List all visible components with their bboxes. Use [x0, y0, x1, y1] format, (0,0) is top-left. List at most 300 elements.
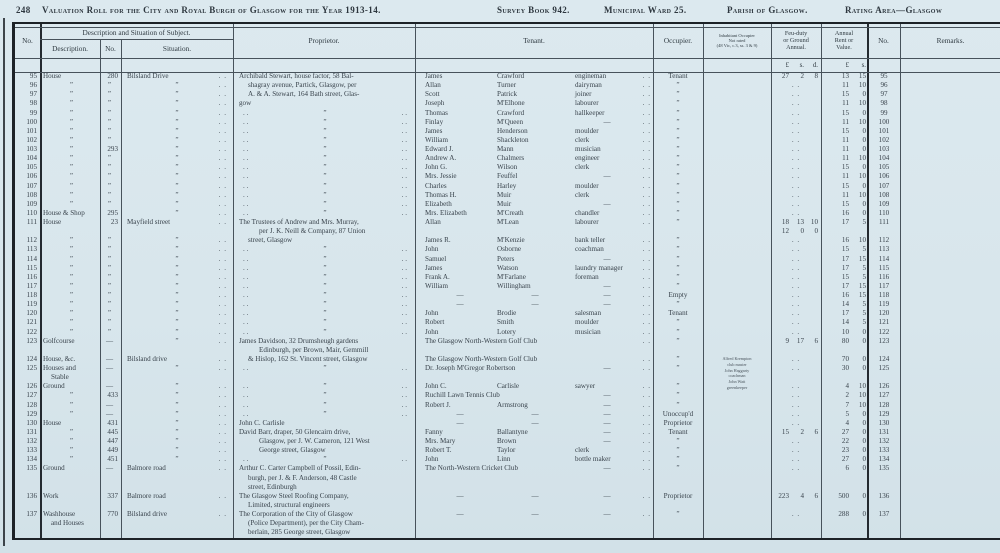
feu-dots: . .	[791, 163, 801, 172]
street-number-cell: ”	[107, 245, 112, 254]
tenant-occupation-cell: clerk	[575, 190, 590, 199]
leader-dots: . .	[401, 208, 407, 217]
feu-shillings: 13	[796, 218, 804, 226]
tenant-occupation-cell: chandler	[575, 208, 600, 217]
tenant-forename-cell: Edward J.	[425, 145, 454, 153]
entry-number-right: 95	[880, 72, 888, 80]
situation-cell: ”	[175, 99, 179, 108]
entry-number: 118	[26, 291, 37, 299]
street-number-cell: ”	[107, 163, 112, 172]
rent-pounds: 30	[841, 364, 849, 372]
entry-number-right: 136	[878, 491, 890, 500]
entry-number: 96	[29, 81, 37, 90]
rent-shillings: 5	[862, 263, 866, 272]
proprietor-cell: per J. K. Neill & Company, 87 Union	[259, 227, 366, 236]
tenant-surname-cell: Armstrong	[497, 400, 528, 409]
entry-number: 123	[26, 336, 37, 345]
leader-dots: . .	[642, 172, 651, 181]
tenant-occupation-cell: —	[603, 281, 611, 290]
rent-pounds: 70	[841, 354, 849, 363]
tenant-occupation-cell: —	[603, 199, 611, 208]
description-cell: ”	[69, 400, 74, 409]
description-cell: ”	[69, 163, 74, 172]
tenant-occupation-cell: clerk	[575, 446, 590, 455]
leader-dots: . .	[218, 236, 227, 245]
table-row	[15, 172, 1000, 181]
entry-number-right: 102	[878, 135, 890, 144]
tenant-surname-cell: Watson	[497, 263, 519, 272]
rent-shillings: 10	[858, 117, 866, 126]
rent-pounds: 15	[841, 126, 849, 135]
proprietor-ditto-cell	[239, 200, 411, 209]
rent-shillings: 0	[862, 409, 866, 418]
page-gutter-shadow	[3, 18, 5, 546]
inhabitant-line-2: Not rated	[728, 38, 746, 44]
entry-number: 130	[26, 418, 37, 427]
page-number: 248	[16, 5, 31, 15]
leader-dots: . .	[401, 400, 407, 409]
entry-number-right: 105	[878, 163, 890, 172]
tenant-occupation-cell: hallkeeper	[575, 108, 605, 117]
tenant-forename-cell: William	[425, 281, 448, 290]
entry-number-right: 111	[878, 218, 890, 226]
municipal-ward-label: Municipal Ward 25.	[604, 5, 687, 15]
proprietor-ditto-cell	[239, 163, 411, 172]
ditto-mark: ”	[323, 245, 327, 254]
entry-number: 106	[26, 172, 37, 181]
leader-dots: . .	[218, 218, 227, 226]
entry-number-right: 110	[878, 208, 890, 217]
entry-number-right: 126	[878, 382, 890, 391]
feu-dots: . .	[791, 409, 801, 418]
rent-pounds: 17	[841, 281, 849, 290]
description-cell: House	[43, 418, 62, 427]
table-row	[15, 291, 1000, 300]
leader-dots: . .	[642, 254, 651, 263]
tenant-occupation-cell: —	[603, 364, 611, 372]
description-cell: ”	[69, 245, 74, 254]
table-row	[15, 361, 1000, 373]
ditto-mark: ”	[323, 263, 327, 272]
tenant-surname-cell: Smith	[497, 318, 514, 327]
leader-dots: . .	[642, 318, 651, 327]
entry-number-right: 96	[880, 81, 888, 90]
description-cell: ”	[69, 145, 74, 153]
rent-pounds: 22	[841, 437, 849, 445]
page-title: Valuation Roll for the City and Royal Burgh of Glasgow for the Year 1913-14.	[42, 5, 381, 15]
situation-cell: ”	[175, 81, 179, 90]
feu-dots: . .	[791, 437, 801, 445]
table-row	[15, 200, 1000, 209]
table-row	[15, 209, 1000, 218]
table-row	[15, 191, 1000, 200]
description-cell: ”	[69, 291, 74, 299]
leader-dots: . .	[401, 272, 407, 281]
entry-number-right: 132	[878, 437, 890, 445]
proprietor-cell: gow	[239, 99, 252, 108]
tenant-surname-cell: M'Elhone	[497, 99, 525, 108]
feu-dots: . .	[791, 510, 801, 518]
leader-dots: . .	[642, 163, 651, 172]
rent-pounds: 14	[841, 300, 849, 309]
proprietor-ditto-cell	[239, 364, 411, 373]
leader-dots: . .	[243, 327, 249, 336]
entry-number: 131	[26, 427, 37, 436]
col-header-inhabitant-occupier	[703, 33, 771, 49]
col-header-feu-duty	[771, 31, 821, 51]
tenant-occupation-cell: clerk	[575, 135, 590, 144]
feu-dots: . .	[791, 263, 801, 272]
situation-cell: ”	[175, 263, 179, 272]
feu-dots: . .	[791, 291, 801, 299]
rent-pounds: 16	[841, 236, 849, 245]
street-number-cell: ”	[107, 90, 112, 99]
entry-number-right: 124	[878, 354, 890, 363]
entry-number: 132	[26, 437, 37, 445]
description-cell: ”	[69, 427, 74, 436]
leader-dots: . .	[642, 135, 651, 144]
situation-cell: ”	[175, 181, 179, 190]
table-row	[15, 328, 1000, 337]
rent-shillings: 10	[858, 382, 866, 391]
street-number-cell: ”	[107, 318, 112, 327]
leader-dots: . .	[401, 163, 407, 172]
street-number-cell: ”	[107, 99, 112, 108]
table-row	[15, 236, 1000, 245]
leader-dots: . .	[243, 245, 249, 254]
feu-pounds: 12	[781, 227, 789, 236]
leader-dots: . .	[218, 327, 227, 336]
rent-shillings: 10	[858, 236, 866, 245]
ditto-mark: ”	[323, 455, 327, 464]
rent-line-3: Value.	[836, 43, 852, 51]
rent-pounds: 288	[838, 510, 849, 518]
table-row	[15, 318, 1000, 327]
table-row	[15, 72, 1000, 81]
leader-dots: . .	[218, 208, 227, 217]
street-number-cell: ”	[107, 108, 112, 117]
leader-dots: . .	[218, 99, 227, 108]
feu-dots: . .	[791, 464, 801, 473]
occupier-cell: ”	[676, 81, 680, 90]
entry-number: 137	[26, 510, 37, 518]
table-row	[15, 437, 1000, 446]
col-header-proprietor: Proprietor.	[308, 36, 340, 45]
occupier-cell: ”	[676, 236, 680, 245]
tenant-occupation-cell: —	[603, 117, 611, 126]
tenant-surname-cell: —	[531, 291, 539, 299]
rent-shillings: 0	[862, 364, 866, 372]
tenant-forename-cell: —	[456, 491, 464, 500]
ditto-mark: ”	[323, 126, 327, 135]
proprietor-cell: street, Glasgow	[248, 236, 293, 245]
feu-dots: . .	[791, 126, 801, 135]
tenant-surname-cell: M'Kenzie	[497, 236, 525, 245]
rent-shillings: 10	[858, 81, 866, 90]
situation-cell: ”	[175, 382, 179, 391]
rent-pounds: 7	[845, 400, 849, 409]
table-row	[15, 492, 1000, 501]
situation-cell: ”	[175, 400, 179, 409]
leader-dots: . .	[642, 491, 651, 500]
feu-dots: . .	[791, 236, 801, 245]
rent-pounds: 23	[841, 446, 849, 455]
proprietor-ditto-cell	[239, 145, 411, 154]
leader-dots: . .	[218, 135, 227, 144]
table-row	[15, 391, 1000, 400]
leader-dots: . .	[642, 72, 651, 80]
street-number-cell: ”	[107, 126, 112, 135]
situation-cell: ”	[175, 437, 179, 445]
feu-dots: . .	[791, 418, 801, 427]
entry-number-right: 133	[878, 446, 890, 455]
parish-label: Parish of Glasgow.	[727, 5, 808, 15]
street-number-cell: ”	[107, 81, 112, 90]
description-cell: ”	[69, 117, 74, 126]
inhabitant-line: John Watt	[728, 379, 746, 385]
feu-dots: . .	[791, 154, 801, 163]
proprietor-cell: Limited, structural engineers	[248, 500, 330, 509]
description-cell: Ground	[43, 382, 65, 391]
tenant-forename-cell: James	[425, 72, 443, 80]
occupier-cell: ”	[676, 382, 680, 391]
tenant-surname-cell: —	[531, 418, 539, 427]
street-number-cell: 433	[107, 391, 118, 400]
table-row	[15, 419, 1000, 428]
proprietor-ditto-cell	[239, 109, 411, 118]
proprietor-ditto-cell	[239, 300, 411, 309]
proprietor-ditto-cell	[239, 245, 411, 254]
occupier-cell: ”	[676, 354, 680, 363]
ditto-mark: ”	[323, 172, 327, 181]
entry-number: 120	[26, 309, 37, 318]
proprietor-ditto-cell	[239, 118, 411, 127]
ditto-mark: ”	[323, 391, 327, 400]
feu-line-3: Annual.	[786, 43, 806, 51]
tenant-surname-cell: M'Queen	[497, 117, 524, 126]
entry-number-right: 103	[878, 145, 890, 153]
tenant-forename-cell: Scott	[425, 90, 440, 99]
rent-shillings: 0	[862, 464, 866, 473]
table-row	[15, 145, 1000, 154]
proprietor-cell: berlain, 285 George street, Glasgow	[248, 528, 351, 537]
table-row	[15, 300, 1000, 309]
entry-number-right: 99	[880, 108, 888, 117]
leader-dots: . .	[218, 163, 227, 172]
ditto-mark: ”	[323, 190, 327, 199]
leader-dots: . .	[401, 254, 407, 263]
ditto-mark: ”	[323, 135, 327, 144]
occupier-cell: ”	[676, 135, 680, 144]
leader-dots: . .	[401, 281, 407, 290]
feu-dots: . .	[791, 446, 801, 455]
rent-pounds: 16	[841, 208, 849, 217]
rent-pounds: 17	[841, 263, 849, 272]
situation-cell: ”	[175, 172, 179, 181]
leader-dots: . .	[642, 309, 651, 318]
feu-dots: . .	[791, 391, 801, 400]
entry-number-right: 97	[880, 90, 888, 99]
ditto-mark: ”	[323, 145, 327, 153]
situation-cell: ”	[175, 318, 179, 327]
feu-pounds: 223	[778, 491, 789, 500]
rent-shillings: 5	[862, 318, 866, 327]
occupier-cell: ”	[676, 245, 680, 254]
tenant-forename-cell: —	[456, 418, 464, 427]
tenant-surname-cell: Harley	[497, 181, 517, 190]
tenant-occupation-cell: labourer	[575, 99, 599, 108]
situation-cell: ”	[175, 309, 179, 318]
tenant-occupation-cell: —	[603, 300, 611, 309]
table-row	[15, 519, 1000, 528]
tenant-occupation-cell: —	[603, 464, 611, 473]
table-row	[15, 245, 1000, 254]
ditto-mark: ”	[323, 382, 327, 391]
leader-dots: . .	[401, 263, 407, 272]
entry-number: 125	[26, 364, 37, 372]
leader-dots: . .	[243, 126, 249, 135]
leader-dots: . .	[401, 318, 407, 327]
leader-dots: . .	[218, 437, 227, 445]
occupier-cell: ”	[676, 391, 680, 400]
tenant-occupation-cell: —	[603, 491, 611, 500]
rent-shillings: 15	[858, 281, 866, 290]
table-row	[15, 109, 1000, 118]
table-row	[15, 182, 1000, 191]
tenant-forename-cell: John	[425, 455, 439, 464]
entry-number-right: 129	[878, 409, 890, 418]
rent-shilling-unit: s.	[861, 62, 866, 69]
tenant-surname-cell: Henderson	[497, 126, 528, 135]
rent-line-2: Rent or	[834, 36, 854, 44]
ditto-mark: ”	[323, 108, 327, 117]
rent-shillings: 0	[862, 199, 866, 208]
entry-number-right: 108	[878, 190, 890, 199]
leader-dots: . .	[218, 254, 227, 263]
street-number-cell: ”	[107, 309, 112, 318]
leader-dots: . .	[243, 163, 249, 172]
leader-dots: . .	[401, 117, 407, 126]
tenant-surname-cell: Muir	[497, 190, 512, 199]
survey-book-label: Survey Book 942.	[497, 5, 570, 15]
situation-cell: ”	[175, 145, 179, 153]
tenant-surname-cell: Linn	[497, 455, 511, 464]
col-header-situation: Situation.	[162, 44, 192, 53]
feu-shillings: 17	[796, 336, 804, 345]
street-number-cell: ”	[107, 154, 112, 163]
proprietor-ditto-cell	[239, 255, 411, 264]
occupier-cell: ”	[676, 300, 680, 309]
ditto-mark: ”	[323, 208, 327, 217]
table-row	[15, 227, 1000, 236]
situation-cell: ”	[175, 108, 179, 117]
table-row	[15, 373, 1000, 382]
proprietor-cell: & Hislop, 162 St. Vincent street, Glasgow	[248, 354, 368, 363]
tenant-occupation-cell: —	[603, 400, 611, 409]
description-cell: ”	[69, 281, 74, 290]
table-row	[15, 282, 1000, 291]
table-row	[15, 528, 1000, 537]
rent-pounds: 15	[841, 245, 849, 254]
leader-dots: . .	[401, 172, 407, 181]
rent-pounds: 15	[841, 272, 849, 281]
street-number-cell: ”	[107, 263, 112, 272]
description-cell: ”	[69, 263, 74, 272]
situation-cell: ”	[175, 254, 179, 263]
tenant-surname-cell: M'Creath	[497, 208, 524, 217]
feu-dots: . .	[791, 181, 801, 190]
leader-dots: . .	[243, 154, 249, 163]
inhabitant-line: coachman	[728, 373, 746, 379]
leader-dots: . .	[642, 382, 651, 391]
street-number-cell: 280	[107, 72, 118, 80]
leader-dots: . .	[642, 126, 651, 135]
leader-dots: . .	[243, 364, 249, 372]
rent-pounds: 15	[841, 90, 849, 99]
entry-number-right: 131	[878, 427, 890, 436]
situation-cell: ”	[175, 154, 179, 163]
entry-number-right: 125	[878, 364, 890, 372]
tenant-occupation-cell: —	[603, 437, 611, 445]
entry-number-right: 114	[878, 254, 890, 263]
situation-cell: ”	[175, 117, 179, 126]
tenant-occupation-cell: bank teller	[575, 236, 606, 245]
proprietor-ditto-cell	[239, 309, 411, 318]
entry-number: 98	[29, 99, 37, 108]
occupier-cell: ”	[676, 455, 680, 464]
rent-pounds: 11	[842, 135, 849, 144]
inhabitant-line: greenkeeper	[726, 385, 748, 391]
situation-cell: ”	[175, 291, 179, 299]
leader-dots: . .	[401, 245, 407, 254]
feu-dots: . .	[791, 300, 801, 309]
rent-shillings: 0	[862, 90, 866, 99]
tenant-occupation-cell: engineman	[575, 72, 607, 80]
table-row	[15, 90, 1000, 99]
situation-cell: ”	[175, 327, 179, 336]
tenant-surname-cell: Crawford	[497, 72, 525, 80]
rent-pounds: 4	[845, 418, 849, 427]
rent-pounds: 15	[841, 108, 849, 117]
rent-shillings: 5	[862, 300, 866, 309]
proprietor-cell: street, Edinburgh	[248, 482, 297, 491]
tenant-forename-cell: Joseph	[425, 99, 445, 108]
occupier-cell: ”	[676, 90, 680, 99]
rent-pounds: 11	[842, 81, 849, 90]
tenant-occupation-cell: bottle maker	[575, 455, 611, 464]
leader-dots: . .	[218, 491, 227, 500]
proprietor-cell: John C. Carlisle	[239, 418, 285, 427]
situation-cell: ”	[175, 446, 179, 455]
feu-pence: 8	[814, 72, 818, 80]
tenant-surname-cell: —	[531, 409, 539, 418]
leader-dots: . .	[642, 300, 651, 309]
leader-dots: . .	[218, 309, 227, 318]
leader-dots: . .	[642, 190, 651, 199]
street-number-cell: —	[105, 409, 114, 418]
leader-dots: . .	[243, 281, 249, 290]
description-cell: ”	[69, 327, 74, 336]
occupier-cell: ”	[676, 199, 680, 208]
description-cell: Stable	[51, 373, 69, 382]
tenant-forename-cell: John	[425, 309, 439, 318]
leader-dots: . .	[218, 464, 227, 473]
entry-number: 136	[26, 491, 37, 500]
leader-dots: . .	[642, 464, 651, 473]
table-row	[15, 255, 1000, 264]
rent-shillings: 0	[862, 491, 866, 500]
leader-dots: . .	[243, 145, 249, 153]
